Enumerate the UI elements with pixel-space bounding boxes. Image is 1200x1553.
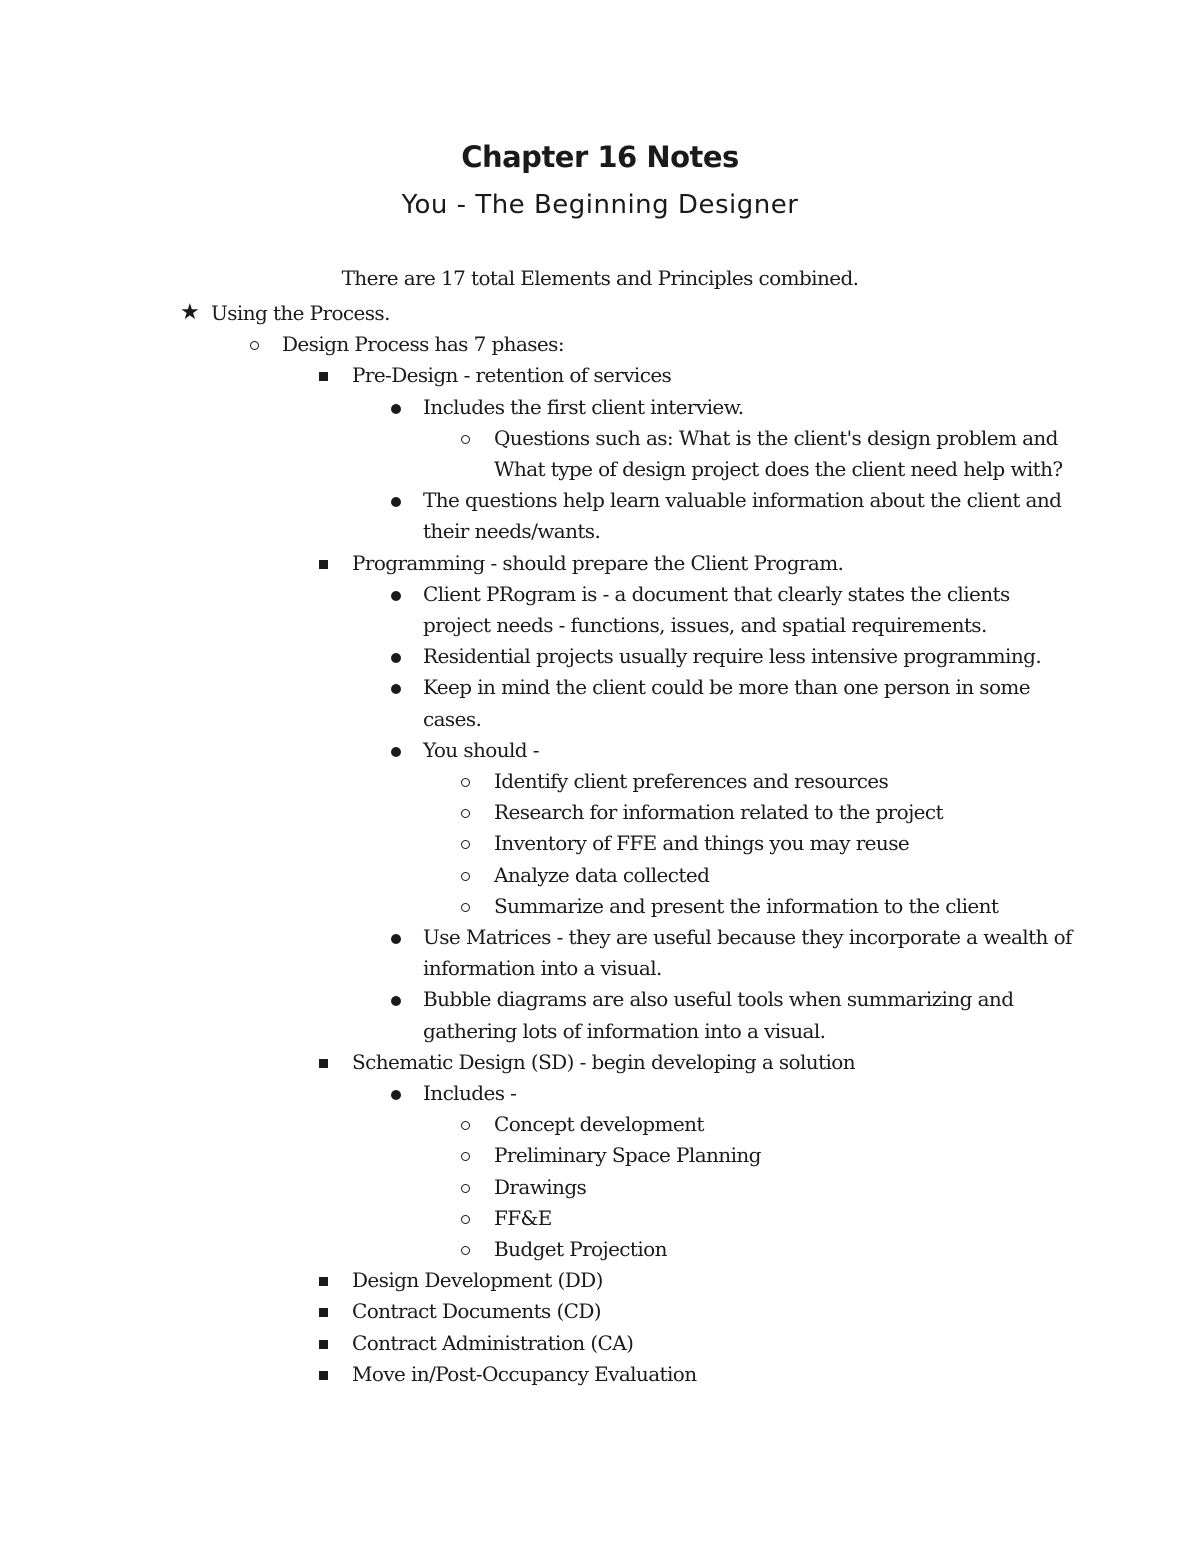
intro-text: There are 17 total Elements and Principles combined. bbox=[341, 266, 859, 290]
outline-item-text: project needs - functions, issues, and spatial requirements. bbox=[423, 613, 987, 637]
hollow-bullet-icon bbox=[461, 903, 470, 912]
outline-item-text: Client PRogram is - a document that clearly states the clients bbox=[423, 581, 1010, 606]
outline-item-text: The questions help learn valuable information about the client and bbox=[423, 488, 1062, 513]
square-bullet-icon bbox=[319, 560, 328, 569]
outline-item-text: Move in/Post-Occupancy Evaluation bbox=[352, 1361, 697, 1386]
outline-item-text: Summarize and present the information to the client bbox=[494, 893, 999, 918]
square-bullet-icon bbox=[319, 1371, 328, 1380]
outline-item-text: Schematic Design (SD) - begin developing a solution bbox=[352, 1049, 856, 1074]
filled-bullet-icon bbox=[391, 653, 401, 663]
hollow-bullet-icon bbox=[461, 872, 470, 881]
filled-bullet-icon bbox=[391, 996, 401, 1006]
outline-item-text: cases. bbox=[423, 706, 482, 731]
outline-item-text: FF&E bbox=[494, 1205, 552, 1230]
outline-item-text: Use Matrices - they are useful because they incorporate a wealth of bbox=[423, 925, 1072, 949]
outline-item-text: Contract Administration (CA) bbox=[352, 1330, 634, 1355]
filled-bullet-icon bbox=[391, 497, 401, 507]
square-bullet-icon bbox=[319, 1340, 328, 1349]
outline-item-text: Design Process has 7 phases: bbox=[282, 332, 564, 357]
hollow-bullet-icon bbox=[461, 1184, 470, 1193]
outline-item-text: gathering lots of information into a visual. bbox=[423, 1018, 826, 1043]
outline-item-text: Design Development (DD) bbox=[352, 1268, 603, 1293]
outline-item-text: Includes the first client interview. bbox=[423, 394, 744, 419]
outline-item-text: You should - bbox=[423, 737, 539, 762]
outline-item-text: Preliminary Space Planning bbox=[494, 1143, 761, 1168]
outline-item-text: Pre-Design - retention of services bbox=[352, 363, 672, 388]
outline-item-text: Contract Documents (CD) bbox=[352, 1299, 601, 1324]
filled-bullet-icon bbox=[391, 684, 401, 694]
page-title: Chapter 16 Notes bbox=[461, 140, 739, 174]
hollow-bullet-icon bbox=[461, 1152, 470, 1161]
outline-item-text: Budget Projection bbox=[494, 1237, 667, 1261]
outline-item-text: Questions such as: What is the client's design problem and bbox=[494, 425, 1058, 450]
outline-item-text: Keep in mind the client could be more than one person in some bbox=[423, 675, 1031, 700]
hollow-bullet-icon bbox=[461, 809, 470, 818]
outline-item-text: Research for information related to the project bbox=[494, 800, 943, 825]
outline-item-text: Residential projects usually require less intensive programming. bbox=[423, 644, 1042, 669]
filled-bullet-icon bbox=[391, 747, 401, 757]
filled-bullet-icon bbox=[391, 934, 401, 944]
hollow-bullet-icon bbox=[461, 1215, 470, 1224]
outline-item-text: What type of design project does the client need help with? bbox=[494, 457, 1063, 481]
outline-item-text: information into a visual. bbox=[423, 956, 662, 981]
hollow-bullet-icon bbox=[461, 778, 470, 787]
outline-item-text: Identify client preferences and resources bbox=[494, 769, 889, 793]
square-bullet-icon bbox=[319, 1059, 328, 1068]
outline-item-text: Programming - should prepare the Client Program. bbox=[352, 550, 844, 575]
square-bullet-icon bbox=[319, 1277, 328, 1286]
outline-item-text: Bubble diagrams are also useful tools when summarizing and bbox=[423, 987, 1014, 1012]
filled-bullet-icon bbox=[391, 404, 401, 414]
square-bullet-icon bbox=[319, 372, 328, 381]
hollow-bullet-icon bbox=[250, 341, 259, 350]
page-subtitle: You - The Beginning Designer bbox=[401, 190, 799, 220]
hollow-bullet-icon bbox=[461, 1121, 470, 1130]
outline-item-text: Includes - bbox=[423, 1081, 517, 1105]
outline-item-text: Using the Process. bbox=[211, 301, 390, 325]
hollow-bullet-icon bbox=[461, 435, 470, 444]
outline-item-text: Inventory of FFE and things you may reuse bbox=[494, 831, 910, 856]
outline-item-text: Drawings bbox=[494, 1174, 587, 1199]
square-bullet-icon bbox=[319, 1308, 328, 1317]
hollow-bullet-icon bbox=[461, 1246, 470, 1255]
hollow-bullet-icon bbox=[461, 840, 470, 849]
filled-bullet-icon bbox=[391, 1090, 401, 1100]
star-icon: ★ bbox=[180, 300, 200, 325]
outline-item-text: Concept development bbox=[494, 1112, 704, 1137]
outline-item-text: their needs/wants. bbox=[423, 519, 601, 544]
filled-bullet-icon bbox=[391, 591, 401, 601]
outline-item-text: Analyze data collected bbox=[494, 862, 710, 887]
